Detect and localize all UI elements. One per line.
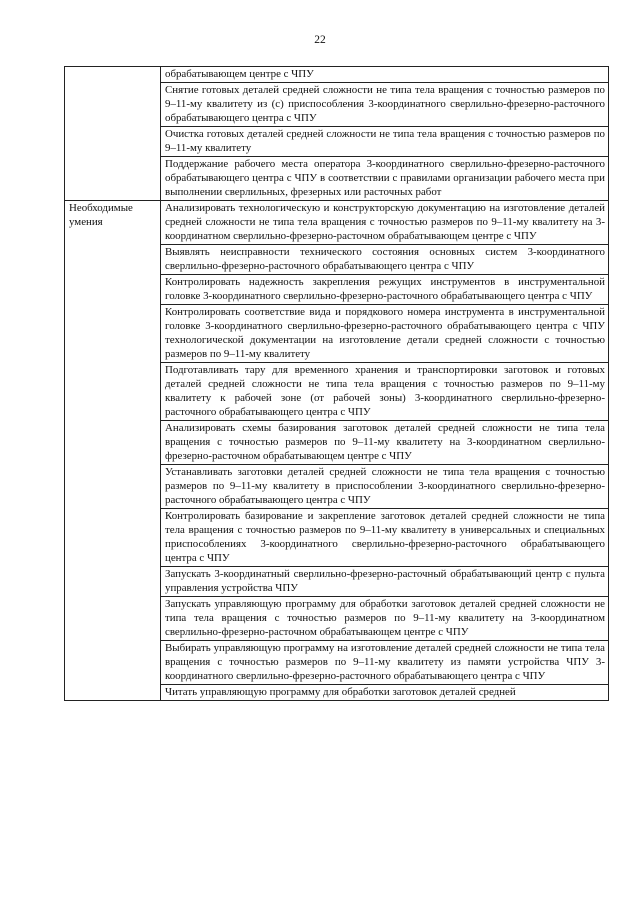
table-cell: Устанавливать заготовки деталей средней сложности не типа тела вращения с точностью размеров по 9–11-му квалитету в приспособлении 3-координатного сверлильно-фрезерно-расточного обрабатывающего центра с ЧПУ (161, 465, 609, 509)
table-cell: Запускать 3-координатный сверлильно-фрезерно-расточный обрабатывающий центр с пульта управления устройства ЧПУ (161, 567, 609, 597)
table-cell: Читать управляющую программу для обработки заготовок деталей средней (161, 685, 609, 701)
table-cell: Снятие готовых деталей средней сложности не типа тела вращения с точностью размеров по 9–11-му квалитету из (с) приспособления 3-координатного сверлильно-фрезерно-расточного обрабатывающего центра с ЧПУ (161, 83, 609, 127)
table-cell: Анализировать технологическую и конструкторскую документацию на изготовление деталей средней сложности не типа тела вращения с точностью размеров по 9–11-му квалитету на 3-координатном сверлильно-фрезерно-расточном обрабатывающем центре с ЧПУ (161, 201, 609, 245)
page-number: 22 (314, 34, 326, 46)
requirements-table (64, 66, 609, 701)
table-cell: Запускать управляющую программу для обработки заготовок деталей средней сложности не типа тела вращения с точностью размеров по 9–11-му квалитету на 3-координатном сверлильно-фрезерно-расточном обрабатывающем центре с ЧПУ (161, 597, 609, 641)
table-row (65, 201, 609, 245)
table-cell: Выбирать управляющую программу на изготовление деталей средней сложности не типа тела вращения с точностью размеров по 9–11-му квалитету из памяти устройства ЧПУ 3-координатного сверлильно-фрезерно-расточного обрабатывающего центра с ЧПУ (161, 641, 609, 685)
table-cell: Контролировать базирование и закрепление заготовок деталей средней сложности не типа тела вращения с точностью размеров по 9–11-му квалитету в универсальных и специальных приспособлениях 3-координатного сверлильно-фрезерно-расточного обрабатывающего центра с ЧПУ (161, 509, 609, 567)
table-cell: Очистка готовых деталей средней сложности не типа тела вращения с точностью размеров по 9–11-му квалитету (161, 127, 609, 157)
table-cell: обрабатывающем центре с ЧПУ (161, 67, 609, 83)
table-cell: Подготавливать тару для временного хранения и транспортировки заготовок и готовых деталей средней сложности не типа тела вращения с точностью размеров по 9–11-му квалитету к рабочей зоне (от рабочей зоны) 3-координатного сверлильно-фрезерно-расточного обрабатывающего центра с ЧПУ (161, 363, 609, 421)
table-row (65, 67, 609, 83)
table-cell: Поддержание рабочего места оператора 3-координатного сверлильно-фрезерно-расточного обрабатывающего центра с ЧПУ в соответствии с правилами организации рабочего места при выполнении сверлильных, фрезерных или расточных работ (161, 157, 609, 201)
table-cell: Контролировать соответствие вида и порядкового номера инструмента в инструментальной головке 3-координатного сверлильно-фрезерно-расточного обрабатывающего центра с ЧПУ технологической документации на изготовление детали средней сложности с точностью размеров по 9–11-му квалитету (161, 305, 609, 363)
table-cell: Выявлять неисправности технического состояния основных систем 3-координатного сверлильно-фрезерно-расточного обрабатывающего центра с ЧПУ (161, 245, 609, 275)
table-cell: Анализировать схемы базирования заготовок деталей средней сложности не типа тела вращения с точностью размеров по 9–11-му квалитету на 3-координатном сверлильно-фрезерно-расточном обрабатывающем центре с ЧПУ (161, 421, 609, 465)
table-cell: Контролировать надежность закрепления режущих инструментов в инструментальной головке 3-координатного сверлильно-фрезерно-расточного обрабатывающего центра с ЧПУ (161, 275, 609, 305)
section-label: Необходимые умения (65, 201, 161, 701)
section-label (65, 67, 161, 201)
